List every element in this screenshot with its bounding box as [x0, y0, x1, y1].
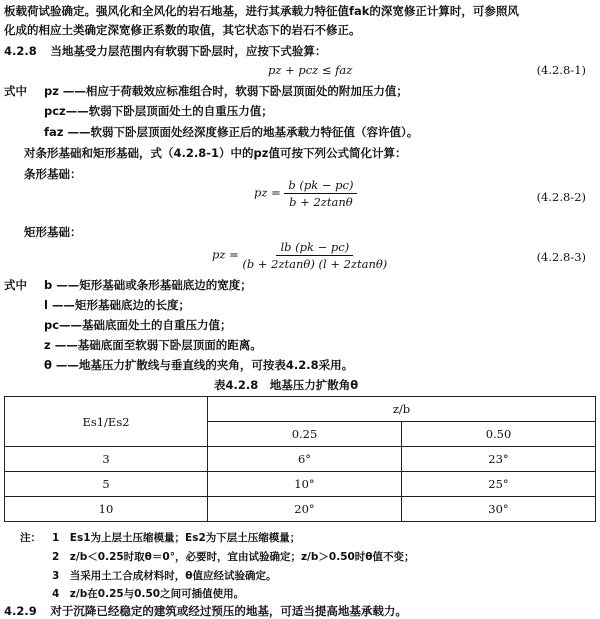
diffusion-angle-table — [4, 396, 596, 522]
intro-line-2: 化成的相应土类确定深宽修正系数的取值，其它状态下的岩石不修正。 — [4, 23, 361, 37]
fraction — [284, 178, 357, 209]
definition-b: b ——矩形基础或条形基础底边的宽度； — [44, 278, 252, 292]
eqno-4-2-8-3: (4.2.8-3) — [536, 250, 586, 264]
formula-lhs: pz = — [254, 185, 281, 200]
eqno-4-2-8-1: (4.2.8-1) — [536, 63, 586, 77]
header-zb: z/b — [208, 397, 596, 422]
rect-foundation-label: 矩形基础： — [24, 225, 82, 239]
section-4-2-8-heading — [4, 43, 326, 59]
note-1: 1 Es1为上层土压缩模量；Es2为下层土压缩模量； — [52, 532, 301, 544]
definition-pcz: pcz——软弱下卧层顶面处土的自重压力值； — [44, 104, 273, 118]
definition-z: z ——基础底面至软弱下卧层顶面的距离。 — [44, 338, 262, 352]
where-label: 式中 — [4, 84, 27, 98]
definition-l: l ——矩形基础底边的长度； — [44, 298, 190, 312]
table-cell: 25° — [402, 472, 596, 497]
header-es-ratio: Es1/Es2 — [5, 397, 208, 447]
section-text: 当地基受力层范围内有软弱下卧层时，应按下式验算： — [50, 44, 327, 58]
table-header-row — [5, 397, 596, 422]
formula-lhs: pz = — [212, 247, 239, 262]
simplify-text: 对条形基础和矩形基础，式（4.2.8-1）中的pz值可按下列公式简化计算： — [24, 146, 407, 160]
section-text: 对于沉降已经稳定的建筑或经过预压的地基，可适当提高地基承载力。 — [50, 604, 407, 618]
table-caption: 表4.2.8 地基压力扩散角θ — [214, 378, 359, 392]
table-cell: 3 — [5, 447, 208, 472]
fraction-denominator: b + 2ztanθ — [289, 195, 353, 209]
section-number: 4.2.9 — [4, 604, 37, 618]
note-4: 4 z/b在0.25与0.50之间可插值使用。 — [52, 588, 245, 600]
fraction-numerator: b (pk − pc) — [284, 178, 357, 194]
fraction-denominator: (b + 2ztanθ) (l + 2ztanθ) — [242, 257, 388, 271]
table-row — [5, 497, 596, 522]
intro-line-1: 板载荷试验确定。强风化和全风化的岩石地基，进行其承载力特征值fak的深宽修正计算时，可参照风 — [4, 4, 519, 18]
header-col-0-50: 0.50 — [402, 422, 596, 447]
formula-4-2-8-1: pz + pcz ≤ faz — [268, 63, 353, 77]
strip-foundation-label: 条形基础： — [24, 167, 82, 181]
table-cell: 20° — [208, 497, 402, 522]
definition-theta: θ ——地基压力扩散线与垂直线的夹角，可按表4.2.8采用。 — [44, 358, 354, 372]
formula-4-2-8-2 — [254, 178, 357, 209]
eqno-4-2-8-2: (4.2.8-2) — [536, 190, 586, 204]
definition-pz: pz ——相应于荷载效应标准组合时，软弱下卧层顶面处的附加压力值； — [44, 84, 408, 98]
note-3: 3 当采用土工合成材料时，θ值应经试验确定。 — [52, 570, 277, 582]
table-cell: 10 — [5, 497, 208, 522]
fraction — [242, 240, 387, 271]
table-row — [5, 472, 596, 497]
table-cell: 10° — [208, 472, 402, 497]
definition-pc: pc——基础底面处土的自重压力值； — [44, 318, 232, 332]
where-label-2: 式中 — [4, 278, 27, 292]
table-cell: 6° — [208, 447, 402, 472]
table-cell: 30° — [402, 497, 596, 522]
notes-label: 注： — [20, 532, 41, 544]
table-cell: 23° — [402, 447, 596, 472]
table-cell: 5 — [5, 472, 208, 497]
formula-4-2-8-3 — [212, 240, 387, 271]
section-4-2-9-heading — [4, 603, 407, 619]
section-number: 4.2.8 — [4, 44, 37, 58]
note-2: 2 z/b＜0.25时取θ＝0°，必要时，宜由试验确定；z/b＞0.50时θ值不变； — [52, 551, 415, 563]
header-col-0-25: 0.25 — [208, 422, 402, 447]
fraction-numerator: lb (pk − pc) — [276, 240, 353, 256]
table-row — [5, 447, 596, 472]
definition-faz: faz ——软弱下卧层顶面处经深度修正后的地基承载力特征值（容许值）。 — [44, 125, 419, 139]
